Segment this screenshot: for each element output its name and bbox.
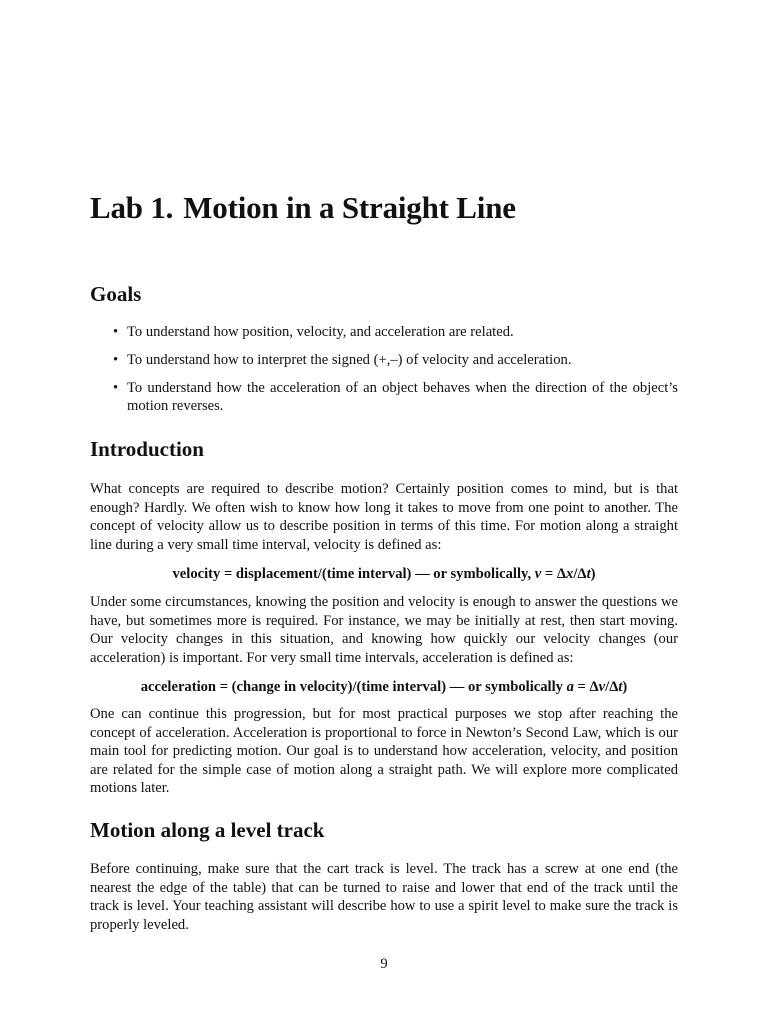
goal-text: To understand how position, velocity, and acceleration are related. [127, 324, 514, 340]
velocity-equation: velocity = displacement/(time interval) — or symbolically, v = Δx/Δt) [172, 566, 596, 582]
level-track-heading: Motion along a level track [90, 818, 325, 842]
goals-list [90, 323, 678, 425]
bullet-icon: • [113, 352, 119, 368]
introduction-heading: Introduction [90, 437, 204, 461]
level-track-paragraph-1: Before continuing, make sure that the cart track is level. The track has a screw at one end (the nearest the edge of the table) that can be turned to raise and lower that end of the track until the track is level. Your teaching assistant will describe how to use a spirit level to make sure the track is properly leveled. [90, 861, 678, 933]
goal-item [90, 379, 678, 415]
intro-paragraph-2: Under some circumstances, knowing the position and velocity is enough to answer the questions we have, but sometimes more is required. For instance, we may be initially at rest, then start moving. Our velocity changes in this situation, and knowing how quickly our velocity changes (our acceleration) is important. For very small time intervals, acceleration is defined as: [90, 594, 678, 666]
bullet-icon: • [113, 324, 119, 340]
goal-item [90, 323, 678, 341]
chapter-number: Lab 1. [90, 190, 174, 225]
chapter-title [90, 190, 516, 226]
document-page [90, 0, 678, 1024]
bullet-icon: • [113, 380, 119, 396]
chapter-title-text: Motion in a Straight Line [183, 190, 516, 225]
goal-item [90, 351, 678, 369]
page-number: 9 [380, 956, 388, 972]
intro-paragraph-1: What concepts are required to describe motion? Certainly position comes to mind, but is that enough? Hardly. We often wish to know how long it takes to move from one point to another. The concept of velocity allow us to describe position in terms of this time. For motion along a straight line during a very small time interval, velocity is defined as: [90, 481, 678, 553]
goals-heading: Goals [90, 282, 142, 306]
goal-text: To understand how to interpret the signed (+,–) of velocity and acceleration. [127, 352, 572, 368]
intro-paragraph-3: One can continue this progression, but for most practical purposes we stop after reaching the concept of acceleration. Acceleration is proportional to force in Newton’s Second Law, which is our main tool for predicting motion. Our goal is to understand how acceleration, velocity, and position are related for the simple case of motion along a straight path. We will explore more complicated motions later. [90, 706, 678, 796]
goal-text: To understand how the acceleration of an object behaves when the direction of the object’s motion reverses. [127, 380, 678, 414]
acceleration-equation: acceleration = (change in velocity)/(time interval) — or symbolically a = Δv/Δt) [140, 679, 628, 695]
